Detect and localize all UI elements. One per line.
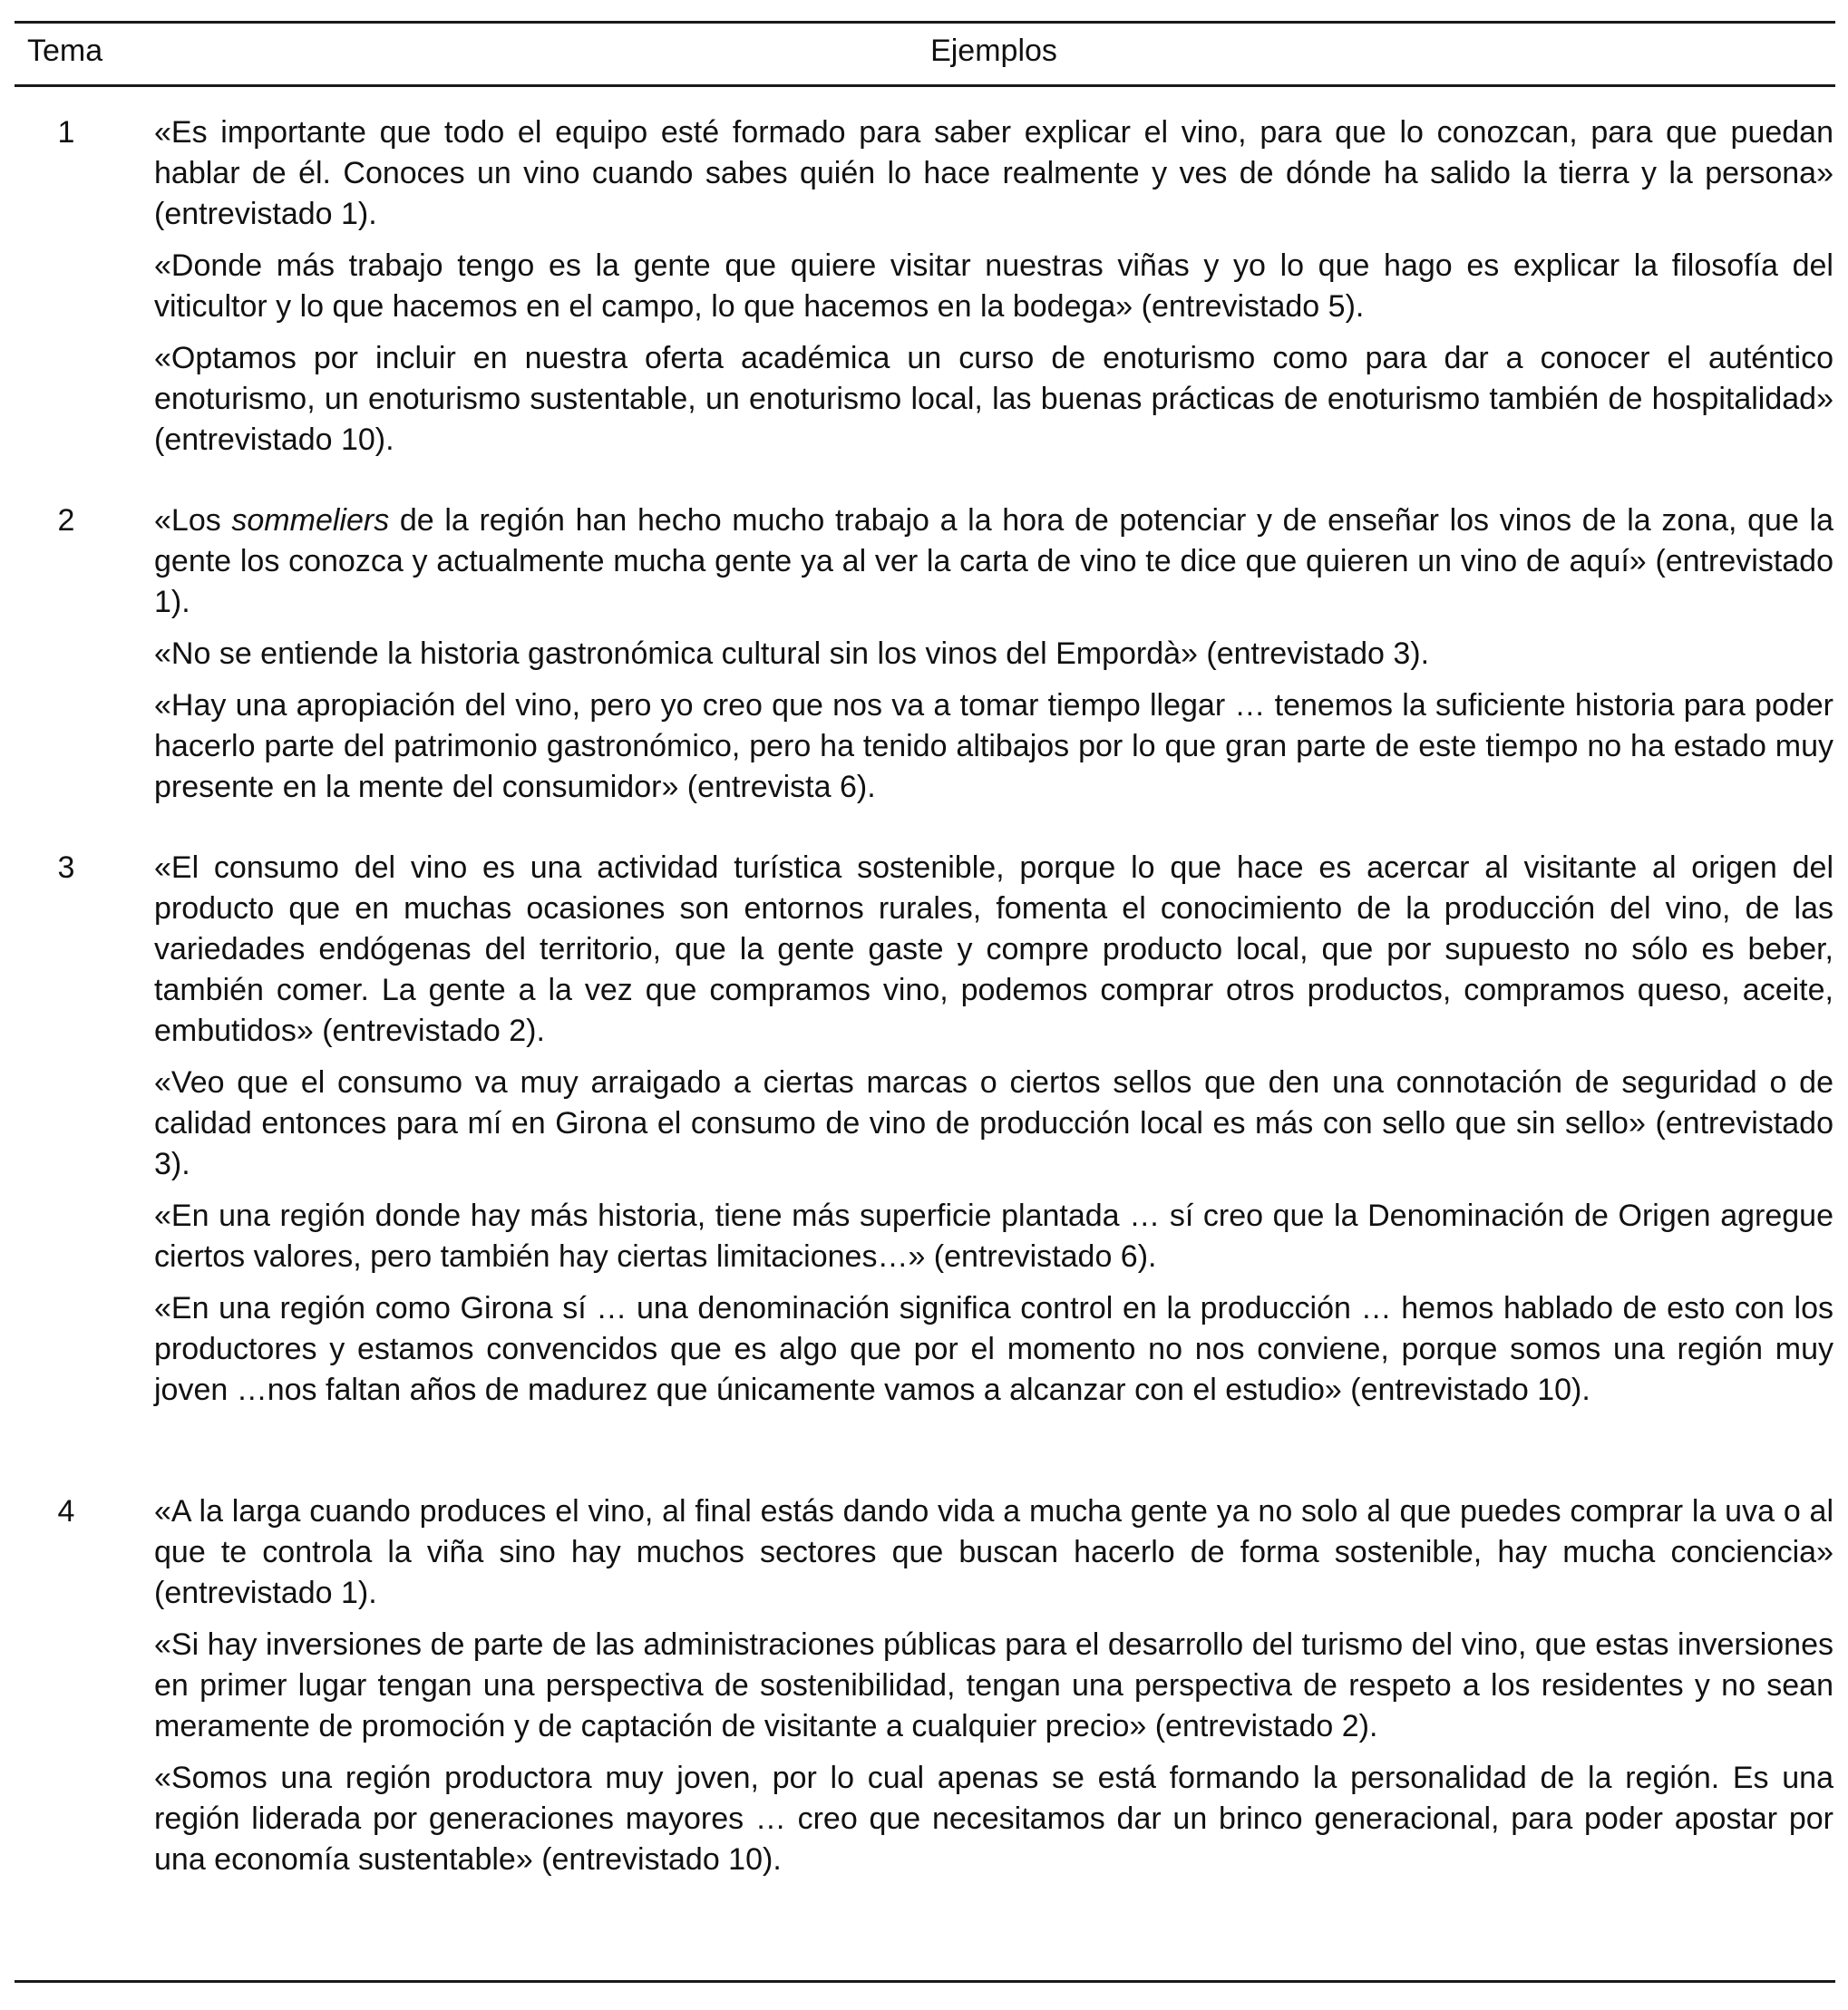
quote-pre: «Los xyxy=(154,503,232,538)
quote: «En una región donde hay más historia, tiene más superficie plantada … sí creo que la Denominación de Origen agregue ciertos valores, pero también hay ciertas limitaciones…» (entrevistado 6). xyxy=(154,1199,1833,1274)
quote: «Si hay inversiones de parte de las administraciones públicas para el desarrollo del turismo del vino, que estas inversiones en primer lugar tengan una perspectiva de sostenibilidad, tengan una perspectiva de respeto a los residentes y no sean meramente de promoción y de captación de visitante a cualquier precio» (entrevistado 2). xyxy=(154,1627,1833,1743)
bottom-rule xyxy=(15,1980,1835,1983)
header-ejemplos: Ejemplos xyxy=(930,34,1057,68)
quote: «No se entiende la historia gastronómica cultural sin los vinos del Empordà» (entrevistado 3). xyxy=(154,636,1430,671)
quote: «Donde más trabajo tengo es la gente que quiere visitar nuestras viñas y yo lo que hago es explicar la filosofía del viticultor y lo que hacemos en el campo, lo que hacemos en la bodega» (entrevistado 5). xyxy=(154,248,1833,324)
quote: «Somos una región productora muy joven, por lo cual apenas se está formando la personalidad de la región. Es una región liderada por generaciones mayores … creo que necesitamos dar un brinco generacional, para poder apostar por una economía sustentable» (entrevistado 10). xyxy=(154,1761,1833,1877)
quote-post: de la región han hecho mucho trabajo a la hora de potenciar y de enseñar los vinos de la zona, que la gente los conozca y actualmente mucha gente ya al ver la carta de vino te dice que quieren un vino de aquí» (entrevistado 1). xyxy=(154,503,1833,619)
tema-number: 3 xyxy=(57,850,75,885)
quote: «En una región como Girona sí … una denominación significa control en la producción … hemos hablado de esto con los productores y estamos convencidos que es algo que por el momento no nos conviene, porque somos una región muy joven …nos faltan años de madurez que únicamente vamos a alcanzar con el estudio» (entrevistado 10). xyxy=(154,1291,1833,1407)
tema-number: 2 xyxy=(57,503,75,538)
quote-italic-term: sommeliers xyxy=(231,503,390,538)
quote: «A la larga cuando produces el vino, al final estás dando vida a mucha gente ya no solo al que puedes comprar la uva o al que te controla la viña sino hay muchos sectores que buscan hacerlo de forma sostenible, hay mucha conciencia» (entrevistado 1). xyxy=(154,1494,1833,1610)
examples-cell xyxy=(154,1491,1833,1891)
tema-number: 1 xyxy=(57,115,75,150)
quote: «Hay una apropiación del vino, pero yo creo que nos va a tomar tiempo llegar … tenemos la suficiente historia para poder hacerlo parte del patrimonio gastronómico, pero ha tenido altibajos por lo que gran parte de este tiempo no ha estado muy presente en la mente del consumidor» (entrevista 6). xyxy=(154,688,1833,804)
quote: «Optamos por incluir en nuestra oferta académica un curso de enoturismo como para dar a conocer el auténtico enoturismo, un enoturismo sustentable, un enoturismo local, las buenas prácticas de enoturismo también de hospitalidad» (entrevistado 10). xyxy=(154,341,1833,457)
quote: «Veo que el consumo va muy arraigado a ciertas marcas o ciertos sellos que den una connotación de seguridad o de calidad entonces para mí en Girona el consumo de vino de producción local es más con sello que sin sello» (entrevistado 3). xyxy=(154,1065,1833,1181)
top-rule xyxy=(15,21,1835,24)
quote: «Es importante que todo el equipo esté formado para saber explicar el vino, para que lo conozcan, para que puedan hablar de él. Conoces un vino cuando sabes quién lo hace realmente y ves de dónde ha salido la tierra y la persona» (entrevistado 1). xyxy=(154,115,1833,231)
quote: «El consumo del vino es una actividad turística sostenible, porque lo que hace es acercar al visitante al origen del producto que en muchas ocasiones son entornos rurales, fomenta el conocimiento de la producción del vino, de las variedades endógenas del territorio, que la gente gaste y compre producto local, que por supuesto no sólo es beber, también comer. La gente a la vez que compramos vino, podemos comprar otros productos, compramos queso, aceite, embutidos» (entrevistado 2). xyxy=(154,850,1833,1048)
quote xyxy=(154,500,1833,623)
examples-cell xyxy=(154,848,1833,1422)
tema-number: 4 xyxy=(57,1494,75,1529)
header-rule xyxy=(15,84,1835,87)
examples-cell xyxy=(154,112,1833,471)
examples-cell xyxy=(154,500,1833,819)
header-tema: Tema xyxy=(27,34,103,68)
